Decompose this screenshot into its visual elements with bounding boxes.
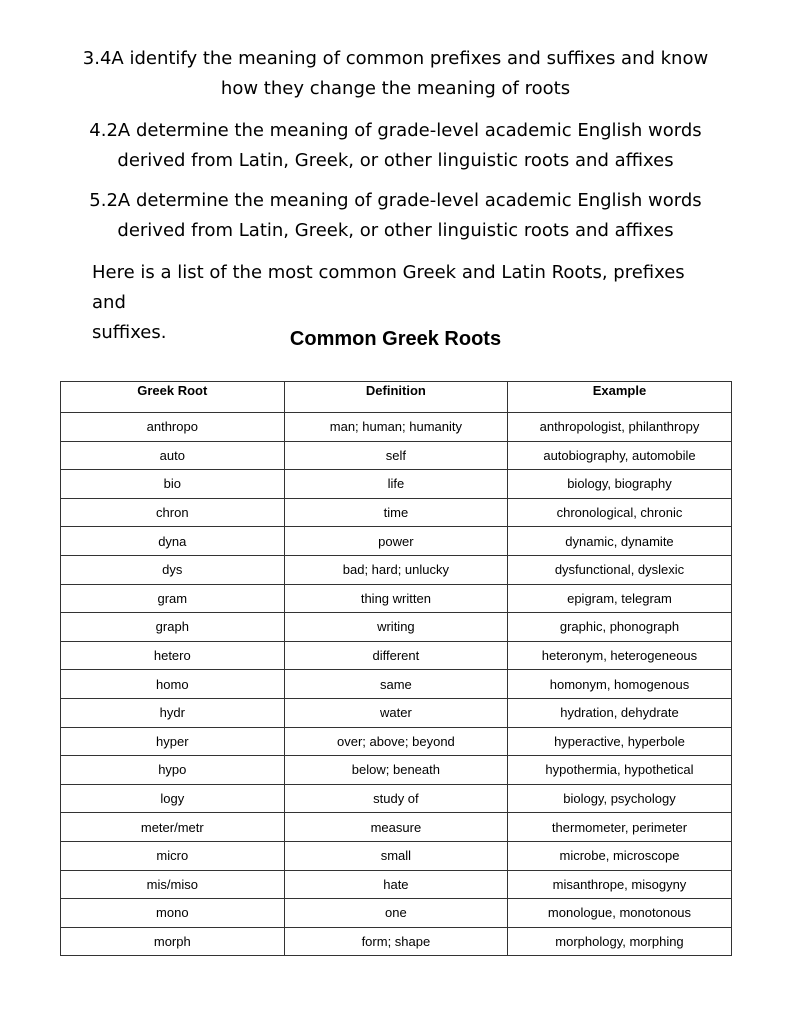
example-cell: microbe, microscope bbox=[508, 841, 732, 870]
table-row bbox=[61, 470, 732, 499]
example-cell: chronological, chronic bbox=[508, 498, 732, 527]
definition-cell: life bbox=[284, 470, 508, 499]
table-title: Common Greek Roots bbox=[289, 328, 502, 350]
example-cell: autobiography, automobile bbox=[508, 441, 732, 470]
column-header-example: Example bbox=[508, 382, 732, 413]
example-cell: hyperactive, hyperbole bbox=[508, 727, 732, 756]
definition-cell: thing written bbox=[284, 584, 508, 613]
definition-cell: different bbox=[284, 641, 508, 670]
standard-3-4a bbox=[60, 44, 731, 104]
definition-cell: time bbox=[284, 498, 508, 527]
definition-cell: bad; hard; unlucky bbox=[284, 555, 508, 584]
example-cell: biology, psychology bbox=[508, 784, 732, 813]
root-cell: dys bbox=[61, 555, 285, 584]
example-cell: dysfunctional, dyslexic bbox=[508, 555, 732, 584]
standard-line: derived from Latin, Greek, or other linguistic roots and affixes bbox=[117, 150, 674, 171]
example-cell: hypothermia, hypothetical bbox=[508, 756, 732, 785]
table-row bbox=[61, 899, 732, 928]
root-cell: graph bbox=[61, 613, 285, 642]
root-cell: chron bbox=[61, 498, 285, 527]
definition-cell: over; above; beyond bbox=[284, 727, 508, 756]
table-row bbox=[61, 441, 732, 470]
root-cell: hyper bbox=[61, 727, 285, 756]
definition-cell: man; human; humanity bbox=[284, 413, 508, 442]
definition-cell: hate bbox=[284, 870, 508, 899]
table-row bbox=[61, 498, 732, 527]
standard-5-2a bbox=[60, 186, 731, 246]
standard-line: derived from Latin, Greek, or other linguistic roots and affixes bbox=[117, 220, 674, 241]
definition-cell: small bbox=[284, 841, 508, 870]
table-row bbox=[61, 670, 732, 699]
definition-cell: writing bbox=[284, 613, 508, 642]
column-header-root: Greek Root bbox=[61, 382, 285, 413]
definition-cell: below; beneath bbox=[284, 756, 508, 785]
definition-cell: power bbox=[284, 527, 508, 556]
table-row bbox=[61, 698, 732, 727]
example-cell: morphology, morphing bbox=[508, 927, 732, 956]
standard-line: 3.4A identify the meaning of common prefixes and suffixes and know bbox=[82, 48, 709, 69]
example-cell: thermometer, perimeter bbox=[508, 813, 732, 842]
root-cell: meter/metr bbox=[61, 813, 285, 842]
example-cell: epigram, telegram bbox=[508, 584, 732, 613]
example-cell: graphic, phonograph bbox=[508, 613, 732, 642]
table-row bbox=[61, 870, 732, 899]
definition-cell: one bbox=[284, 899, 508, 928]
root-cell: gram bbox=[61, 584, 285, 613]
definition-cell: measure bbox=[284, 813, 508, 842]
table-row bbox=[61, 813, 732, 842]
intro-line: suffixes. bbox=[92, 322, 167, 343]
root-cell: homo bbox=[61, 670, 285, 699]
table-row bbox=[61, 756, 732, 785]
table-row bbox=[61, 784, 732, 813]
table-row bbox=[61, 641, 732, 670]
intro-line: Here is a list of the most common Greek and Latin Roots, prefixes and bbox=[92, 262, 685, 313]
example-cell: anthropologist, philanthropy bbox=[508, 413, 732, 442]
root-cell: hetero bbox=[61, 641, 285, 670]
table-row bbox=[61, 727, 732, 756]
example-cell: misanthrope, misogyny bbox=[508, 870, 732, 899]
root-cell: logy bbox=[61, 784, 285, 813]
standard-4-2a bbox=[60, 116, 731, 176]
example-cell: dynamic, dynamite bbox=[508, 527, 732, 556]
definition-cell: form; shape bbox=[284, 927, 508, 956]
definition-cell: same bbox=[284, 670, 508, 699]
table-row bbox=[61, 413, 732, 442]
definition-cell: study of bbox=[284, 784, 508, 813]
table-header-row bbox=[61, 382, 732, 413]
root-cell: dyna bbox=[61, 527, 285, 556]
table-row bbox=[61, 584, 732, 613]
root-cell: micro bbox=[61, 841, 285, 870]
example-cell: biology, biography bbox=[508, 470, 732, 499]
standard-line: 5.2A determine the meaning of grade-level academic English words bbox=[89, 190, 702, 211]
table-row bbox=[61, 527, 732, 556]
column-header-definition: Definition bbox=[284, 382, 508, 413]
standard-line: 4.2A determine the meaning of grade-level academic English words bbox=[89, 120, 702, 141]
root-cell: anthropo bbox=[61, 413, 285, 442]
definition-cell: water bbox=[284, 698, 508, 727]
root-cell: mono bbox=[61, 899, 285, 928]
root-cell: hypo bbox=[61, 756, 285, 785]
example-cell: heteronym, heterogeneous bbox=[508, 641, 732, 670]
example-cell: monologue, monotonous bbox=[508, 899, 732, 928]
example-cell: hydration, dehydrate bbox=[508, 698, 732, 727]
root-cell: bio bbox=[61, 470, 285, 499]
root-cell: morph bbox=[61, 927, 285, 956]
definition-cell: self bbox=[284, 441, 508, 470]
table-row bbox=[61, 841, 732, 870]
table-row bbox=[61, 555, 732, 584]
table-row bbox=[61, 613, 732, 642]
example-cell: homonym, homogenous bbox=[508, 670, 732, 699]
greek-roots-table bbox=[60, 381, 732, 956]
standard-line: how they change the meaning of roots bbox=[220, 78, 571, 99]
root-cell: hydr bbox=[61, 698, 285, 727]
root-cell: auto bbox=[61, 441, 285, 470]
root-cell: mis/miso bbox=[61, 870, 285, 899]
table-row bbox=[61, 927, 732, 956]
